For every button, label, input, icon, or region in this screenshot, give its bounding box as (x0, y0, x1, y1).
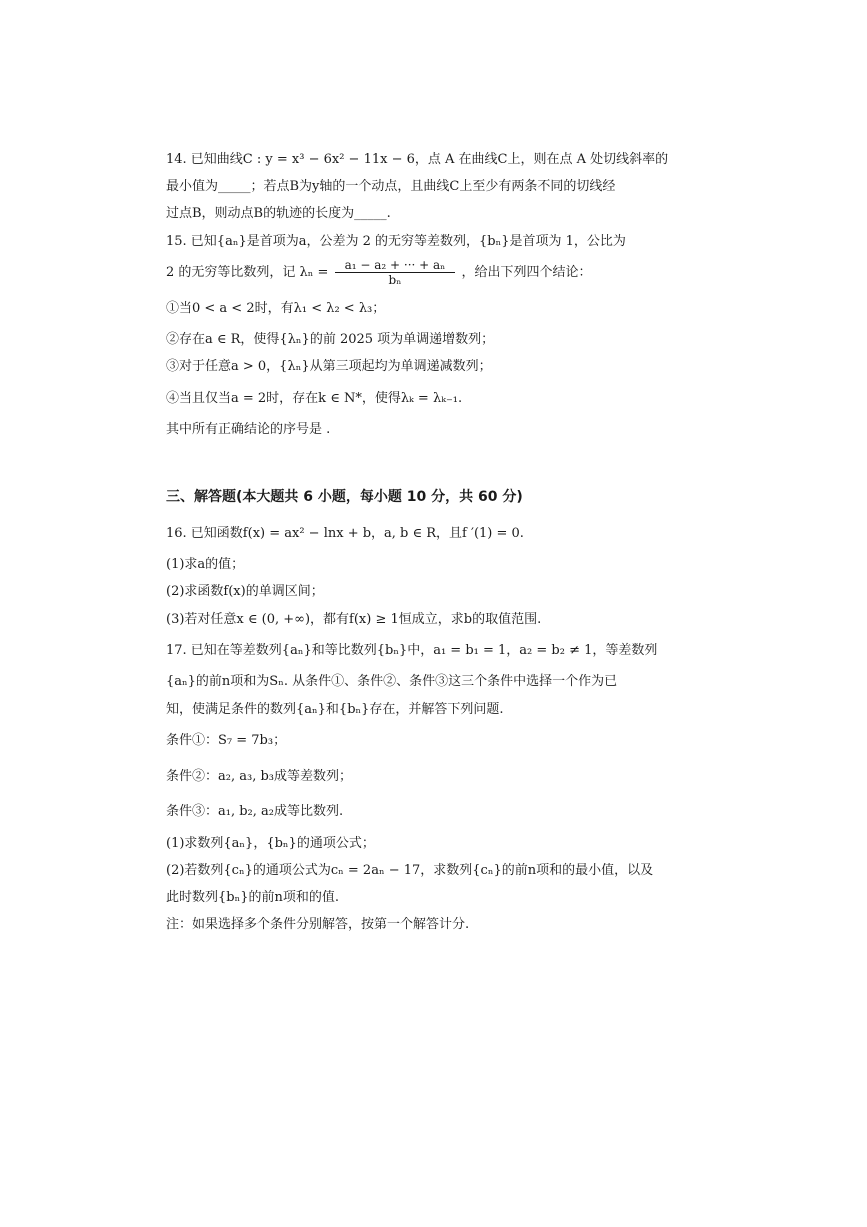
q15-conclusion-2: ②存在a ∈ R，使得{λₙ}的前 2025 项为单调递增数列； (166, 332, 495, 347)
q15-line-2-post: ，给出下列四个结论： (461, 265, 592, 280)
q15-conclusion-1: ①当0 < a < 2时，有λ₁ < λ₂ < λ₃； (166, 301, 386, 316)
q17-condition-1: 条件①：S₇ = 7b₃； (166, 733, 287, 748)
q14-line-2: 最小值为_____；若点B为y轴的一个动点，且曲线C上至少有两条不同的切线经 (166, 179, 616, 194)
q15-conclusion-4: ④当且仅当a = 2时，存在k ∈ N*，使得λₖ = λₖ₋₁. (166, 391, 463, 406)
fraction-denominator: bₙ (388, 273, 402, 287)
q15-line-2 (166, 258, 656, 288)
q17-line-2: {aₙ}的前n项和为Sₙ. 从条件①、条件②、条件③这三个条件中选择一个作为已 (166, 674, 618, 689)
q17-part-1: (1)求数列{aₙ}，{bₙ}的通项公式； (166, 836, 375, 851)
q16-line-1: 16. 已知函数f(x) = ax² − lnx + b，a, b ∈ R，且f ′(1) = 0. (166, 526, 524, 541)
q15-line-2-pre: 2 的无穷等比数列，记 λₙ = (166, 265, 329, 280)
q17-part-2-line-1: (2)若数列{cₙ}的通项公式为cₙ = 2aₙ − 17，求数列{cₙ}的前n项和的最小值，以及 (166, 863, 654, 878)
q17-line-1: 17. 已知在等差数列{aₙ}和等比数列{bₙ}中，a₁ = b₁ = 1，a₂ = b₂ ≠ 1，等差数列 (166, 643, 658, 658)
lambda-fraction (335, 258, 456, 287)
q17-condition-3: 条件③：a₁, b₂, a₂成等比数列. (166, 804, 344, 819)
q14-line-3: 过点B，则动点B的轨迹的长度为_____. (166, 206, 391, 221)
section-heading: 三、解答题(本大题共 6 小题，每小题 10 分，共 60 分) (166, 489, 523, 505)
q16-part-3: (3)若对任意x ∈ (0, +∞)，都有f(x) ≥ 1恒成立，求b的取值范围. (166, 612, 542, 627)
q15-question: 其中所有正确结论的序号是 . (166, 422, 331, 437)
q14-line-1: 14. 已知曲线C : y = x³ − 6x² − 11x − 6，点 A 在曲线C上，则在点 A 处切线斜率的 (166, 152, 669, 167)
fraction-numerator: a₁ − a₂ + ··· + aₙ (335, 258, 456, 273)
q16-part-1: (1)求a的值； (166, 557, 245, 572)
q17-part-2-line-2: 此时数列{bₙ}的前n项和的值. (166, 890, 339, 905)
q17-line-3: 知，使满足条件的数列{aₙ}和{bₙ}存在，并解答下列问题. (166, 702, 504, 717)
q17-note: 注：如果选择多个条件分别解答，按第一个解答计分. (166, 917, 470, 932)
q16-part-2: (2)求函数f(x)的单调区间； (166, 584, 324, 599)
q17-condition-2: 条件②：a₂, a₃, b₃成等差数列； (166, 769, 352, 784)
q15-conclusion-3: ③对于任意a > 0，{λₙ}从第三项起均为单调递减数列； (166, 359, 492, 374)
q15-line-1: 15. 已知{aₙ}是首项为a，公差为 2 的无穷等差数列，{bₙ}是首项为 1，公比为 (166, 234, 626, 249)
